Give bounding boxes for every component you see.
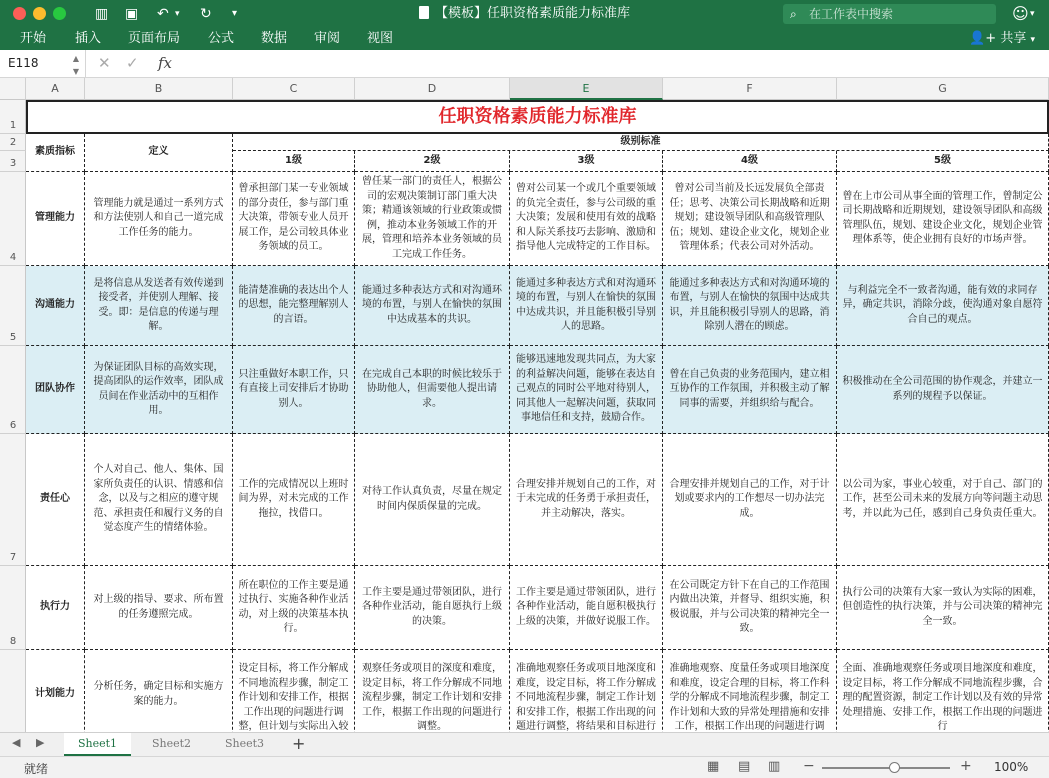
page-break-view-icon[interactable]: ▥ [768,759,781,774]
management-level-2[interactable]: 曾任某一部门的责任人，根据公司的宏观决策制订部门重大决策；精通该领域的行业政策或惯例，推动本业务领域工作的开展，管理和培养本业务领域的员工完成工作任务。 [355,172,510,266]
execution-level-4[interactable]: 在公司既定方针下在自己的工作范围内做出决策，并督导、组织实施，积极说服，并与公司决策的精神完全一致。 [663,566,837,650]
save-icon[interactable]: ▣ [125,6,139,22]
planning-level-4[interactable]: 准确地观察、度量任务或项目地深度和难度，设定合理的目标，将工作科学的分解成不同地流程步骤，制定工作计划和大致的异常处理措施和安排工作，根据工作出现的问题进行调 [663,650,837,732]
indicator-communication[interactable]: 沟通能力 [26,266,85,346]
communication-level-3[interactable]: 能通过多种表达方式和对沟通环境的布置，与别人在愉快的氛围中达成共识，并且能积极引导别人的思路。 [510,266,663,346]
normal-view-icon[interactable]: ▦ [707,759,720,774]
header-definition[interactable]: 定义 [85,134,233,172]
cancel-formula-icon[interactable]: ✕ [98,54,111,72]
row-number: 5 [9,332,17,343]
scroll-tabs-left-icon[interactable]: ◀ [12,736,21,749]
sidebar-toggle-icon[interactable]: ▥ [95,6,109,22]
zoom-in-button[interactable]: + [960,758,972,774]
planning-level-2[interactable]: 观察任务或项目的深度和难度，设定目标，将工作分解成不同地流程步骤，制定工作计划和安排工作，根据工作出现的问题进行调整。 [355,650,510,732]
status-bar [0,756,1049,778]
definition-responsibility[interactable]: 个人对自己、他人、集体、国家所负责任的认识、情感和信念，以及与之相应的遵守规范、承担责任和履行义务的自觉态度产生的情绪体验。 [85,434,233,566]
responsibility-level-4[interactable]: 合理安排并规划自己的工作，对于计划或要求内的工作想尽一切办法完成。 [663,434,837,566]
planning-level-1[interactable]: 设定目标，将工作分解成不同地流程步骤，制定工作计划和安排工作，根据工作出现的问题进行调整，但计划与实际出入较 [233,650,355,732]
row-header-5[interactable] [0,266,26,346]
row-header-9[interactable] [0,650,26,732]
row-header-8[interactable] [0,566,26,650]
row-header-7[interactable] [0,434,26,566]
header-level-4[interactable]: 4级 [663,151,837,172]
row-number: 2 [9,137,17,148]
definition-communication[interactable]: 是将信息从发送者有效传递到接受者，并使别人理解、接受。即：是信息的传递与理解。 [85,266,233,346]
definition-planning[interactable]: 分析任务，确定目标和实施方案的能力。 [85,650,233,732]
indicator-planning[interactable]: 计划能力 [26,650,85,732]
management-level-1[interactable]: 曾承担部门某一专业领域的部分责任，参与部门重大决策，带领专业人员开展工作，是公司较具体业务领域的员工。 [233,172,355,266]
menu-insert[interactable]: 插入 [75,31,102,46]
select-all-corner[interactable] [0,78,26,100]
column-header-f[interactable]: F [663,78,837,100]
name-box-stepper-icon: ▲ ▼ [72,54,79,76]
share-label: 共享 [1000,31,1027,46]
execution-level-5[interactable]: 执行公司的决策有大家一致认为实际的困难，但创造性的执行决策，并与公司决策的精神完全一致。 [837,566,1049,650]
sheet-tab-bar [0,732,1049,756]
responsibility-level-5[interactable]: 以公司为家，事业心较重，对于自己、部门的工作，甚至公司未来的发展方向等问题主动思考，并以此为己任，感到自己身负责任重大。 [837,434,1049,566]
definition-management[interactable]: 管理能力就是通过一系列方式和方法使别人和自己一道完成工作任务的能力。 [85,172,233,266]
row-header-1[interactable] [0,100,26,134]
responsibility-level-2[interactable]: 对待工作认真负责，尽量在规定时间内保质保量的完成。 [355,434,510,566]
communication-level-2[interactable]: 能通过多种表达方式和对沟通环境的布置，与别人在愉快的氛围中达成基本的共识。 [355,266,510,346]
share-button[interactable] [969,30,1035,49]
management-level-4[interactable]: 曾对公司当前及长远发展负全部责任；思考、决策公司长期战略和近期规划；建设领导团队和高级管理队伍；规划、建设企业文化，规划企业管理体系；代表公司对外活动。 [663,172,837,266]
communication-level-1[interactable]: 能清楚准确的表达出个人的思想，能完整理解别人的言语。 [233,266,355,346]
indicator-teamwork[interactable]: 团队协作 [26,346,85,434]
definition-execution[interactable]: 对上级的指导、要求、所布置的任务遵照完成。 [85,566,233,650]
menu-view[interactable]: 视图 [367,31,394,46]
document-title: 【模板】任职资格素质能力标准库 [0,6,1049,22]
status-ready: 就绪 [24,762,49,776]
row-number: 3 [9,158,17,169]
add-sheet-button[interactable]: + [292,734,306,753]
zoom-out-button[interactable]: − [803,758,815,774]
sheet-title-cell[interactable]: 任职资格素质能力标准库 [26,100,1049,134]
row-number: 6 [9,420,17,431]
management-level-3[interactable]: 曾对公司某一个或几个重要领域的负完全责任，参与公司级的重大决策；发展和使用有效的战略和人际关系技巧去影响、激励和指导他人完成特定的工作目标。 [510,172,663,266]
teamwork-level-2[interactable]: 在完成自己本职的时候比较乐于协助他人，但需要他人提出请求。 [355,346,510,434]
header-level-1[interactable]: 1级 [233,151,355,172]
column-header-d[interactable]: D [355,78,510,100]
zoom-slider-track[interactable] [822,767,950,769]
sheet-tab-2[interactable]: Sheet2 [152,737,192,750]
add-person-icon: 👤+ [969,31,997,46]
excel-file-icon [419,6,429,19]
scroll-tabs-right-icon[interactable]: ▶ [36,736,45,749]
customize-toolbar-icon[interactable]: ▾ [232,8,238,19]
zoom-slider-thumb[interactable] [889,762,900,773]
cell-reference: E118 [8,56,39,70]
execution-level-1[interactable]: 所在职位的工作主要是通过执行、实施各种作业活动，对上级的决策基本执行。 [233,566,355,650]
function-icon[interactable]: fx [158,54,173,72]
formula-bar [0,50,1049,78]
menu-formulas[interactable]: 公式 [208,31,235,46]
execution-level-3[interactable]: 工作主要是通过带领团队，进行各种作业活动，能自愿积极执行上级的决策，并做好说服工作。 [510,566,663,650]
header-indicator[interactable]: 素质指标 [26,134,85,172]
search-placeholder: 在工作表中搜索 [809,7,894,21]
indicator-execution[interactable]: 执行力 [26,566,85,650]
row-number: 7 [9,552,17,563]
execution-level-2[interactable]: 工作主要是通过带领团队，进行各种作业活动，能自愿执行上级的决策。 [355,566,510,650]
row-number: 8 [9,636,17,647]
name-box[interactable] [0,50,86,77]
row-header-4[interactable] [0,172,26,266]
indicator-responsibility[interactable]: 责任心 [26,434,85,566]
teamwork-level-5[interactable]: 积极推动在全公司范围的协作观念，并建立一系列的规程予以保证。 [837,346,1049,434]
menu-review[interactable]: 审阅 [314,31,341,46]
sheet-tab-1[interactable]: Sheet1 [64,733,131,756]
column-header-g[interactable]: G [837,78,1049,100]
row-header-6[interactable] [0,346,26,434]
search-icon: ⌕ [790,7,797,21]
planning-level-5[interactable]: 全面、准确地观察任务或项目地深度和难度，设定目标，将工作分解成不同地流程步骤，合理的配置资源，制定工作计划以及有效的异常处理措施、安排工作，根据工作出现的问题进行 [837,650,1049,732]
share-dropdown-icon: ▾ [1030,35,1035,45]
title-bar [0,0,1049,28]
column-header-e[interactable]: E [510,78,663,100]
column-header-b[interactable]: B [85,78,233,100]
column-header-a[interactable]: A [26,78,85,100]
column-header-c[interactable]: C [233,78,355,100]
definition-teamwork[interactable]: 为保证团队目标的高效实现，提高团队的运作效率，团队成员间在作业活动中的互相作用。 [85,346,233,434]
header-level-3[interactable]: 3级 [510,151,663,172]
undo-icon[interactable]: ↶ [157,6,169,22]
menu-home[interactable]: 开始 [20,31,47,46]
ribbon-menu [0,28,1049,50]
confirm-formula-icon[interactable]: ✓ [126,54,139,72]
sheet-tab-3[interactable]: Sheet3 [225,737,265,750]
communication-level-5[interactable]: 与利益完全不一致者沟通，能有效的求同存异，确定共识，消除分歧，使沟通对象自愿符合自己的观点。 [837,266,1049,346]
communication-level-4[interactable]: 能通过多种表达方式和对沟通环境的布置，与别人在愉快的氛围中达成共识，并且能积极引导别人的思路，消除别人潜在的顾虑。 [663,266,837,346]
row-header-2[interactable] [0,134,26,151]
row-number: 1 [9,120,17,131]
redo-icon[interactable]: ↻ [200,6,212,22]
zoom-level[interactable]: 100% [994,760,1029,774]
menu-data[interactable]: 数据 [261,31,288,46]
undo-dropdown-icon[interactable]: ▾ [175,9,180,19]
smiley-feedback-icon[interactable]: ☺ [1012,4,1029,23]
row-header-3[interactable] [0,151,26,172]
teamwork-level-3[interactable]: 能够迅速地发现共同点，为大家的利益解决问题，能够在表达自己观点的同时公平地对待别人，同其他人一起解决问题，获取同事地信任和支持，鼓励合作。 [510,346,663,434]
management-level-5[interactable]: 曾在上市公司从事全面的管理工作，曾制定公司长期战略和近期规划，建设领导团队和高级管理队伍，规划、建设企业文化，规划企业管理体系等，使企业拥有良好的市场声誉。 [837,172,1049,266]
header-level-group[interactable]: 级别标准 [233,134,1049,151]
spreadsheet-grid [0,78,1049,732]
teamwork-level-4[interactable]: 曾在自己负责的业务范围内，建立相互协作的工作氛围，并积极主动了解同事的需要，并组织给与配合。 [663,346,837,434]
planning-level-3[interactable]: 准确地观察任务或项目地深度和难度，设定目标，将工作分解成不同地流程步骤，制定工作计划和安排工作，根据工作出现的问题进行调整，将结果和目标进行 [510,650,663,732]
feedback-dropdown-icon[interactable]: ▾ [1030,9,1035,19]
row-number: 4 [9,252,17,263]
header-level-2[interactable]: 2级 [355,151,510,172]
search-input[interactable] [783,4,996,24]
teamwork-level-1[interactable]: 只注重做好本职工作，只有直接上司安排后才协助别人。 [233,346,355,434]
menu-page-layout[interactable]: 页面布局 [128,31,181,46]
responsibility-level-3[interactable]: 合理安排并规划自己的工作，对于未完成的任务勇于承担责任，并主动解决，落实。 [510,434,663,566]
responsibility-level-1[interactable]: 工作的完成情况以上班时间为界，对未完成的工作拖拉，找借口。 [233,434,355,566]
indicator-management[interactable]: 管理能力 [26,172,85,266]
header-level-5[interactable]: 5级 [837,151,1049,172]
page-layout-view-icon[interactable]: ▤ [738,759,751,774]
